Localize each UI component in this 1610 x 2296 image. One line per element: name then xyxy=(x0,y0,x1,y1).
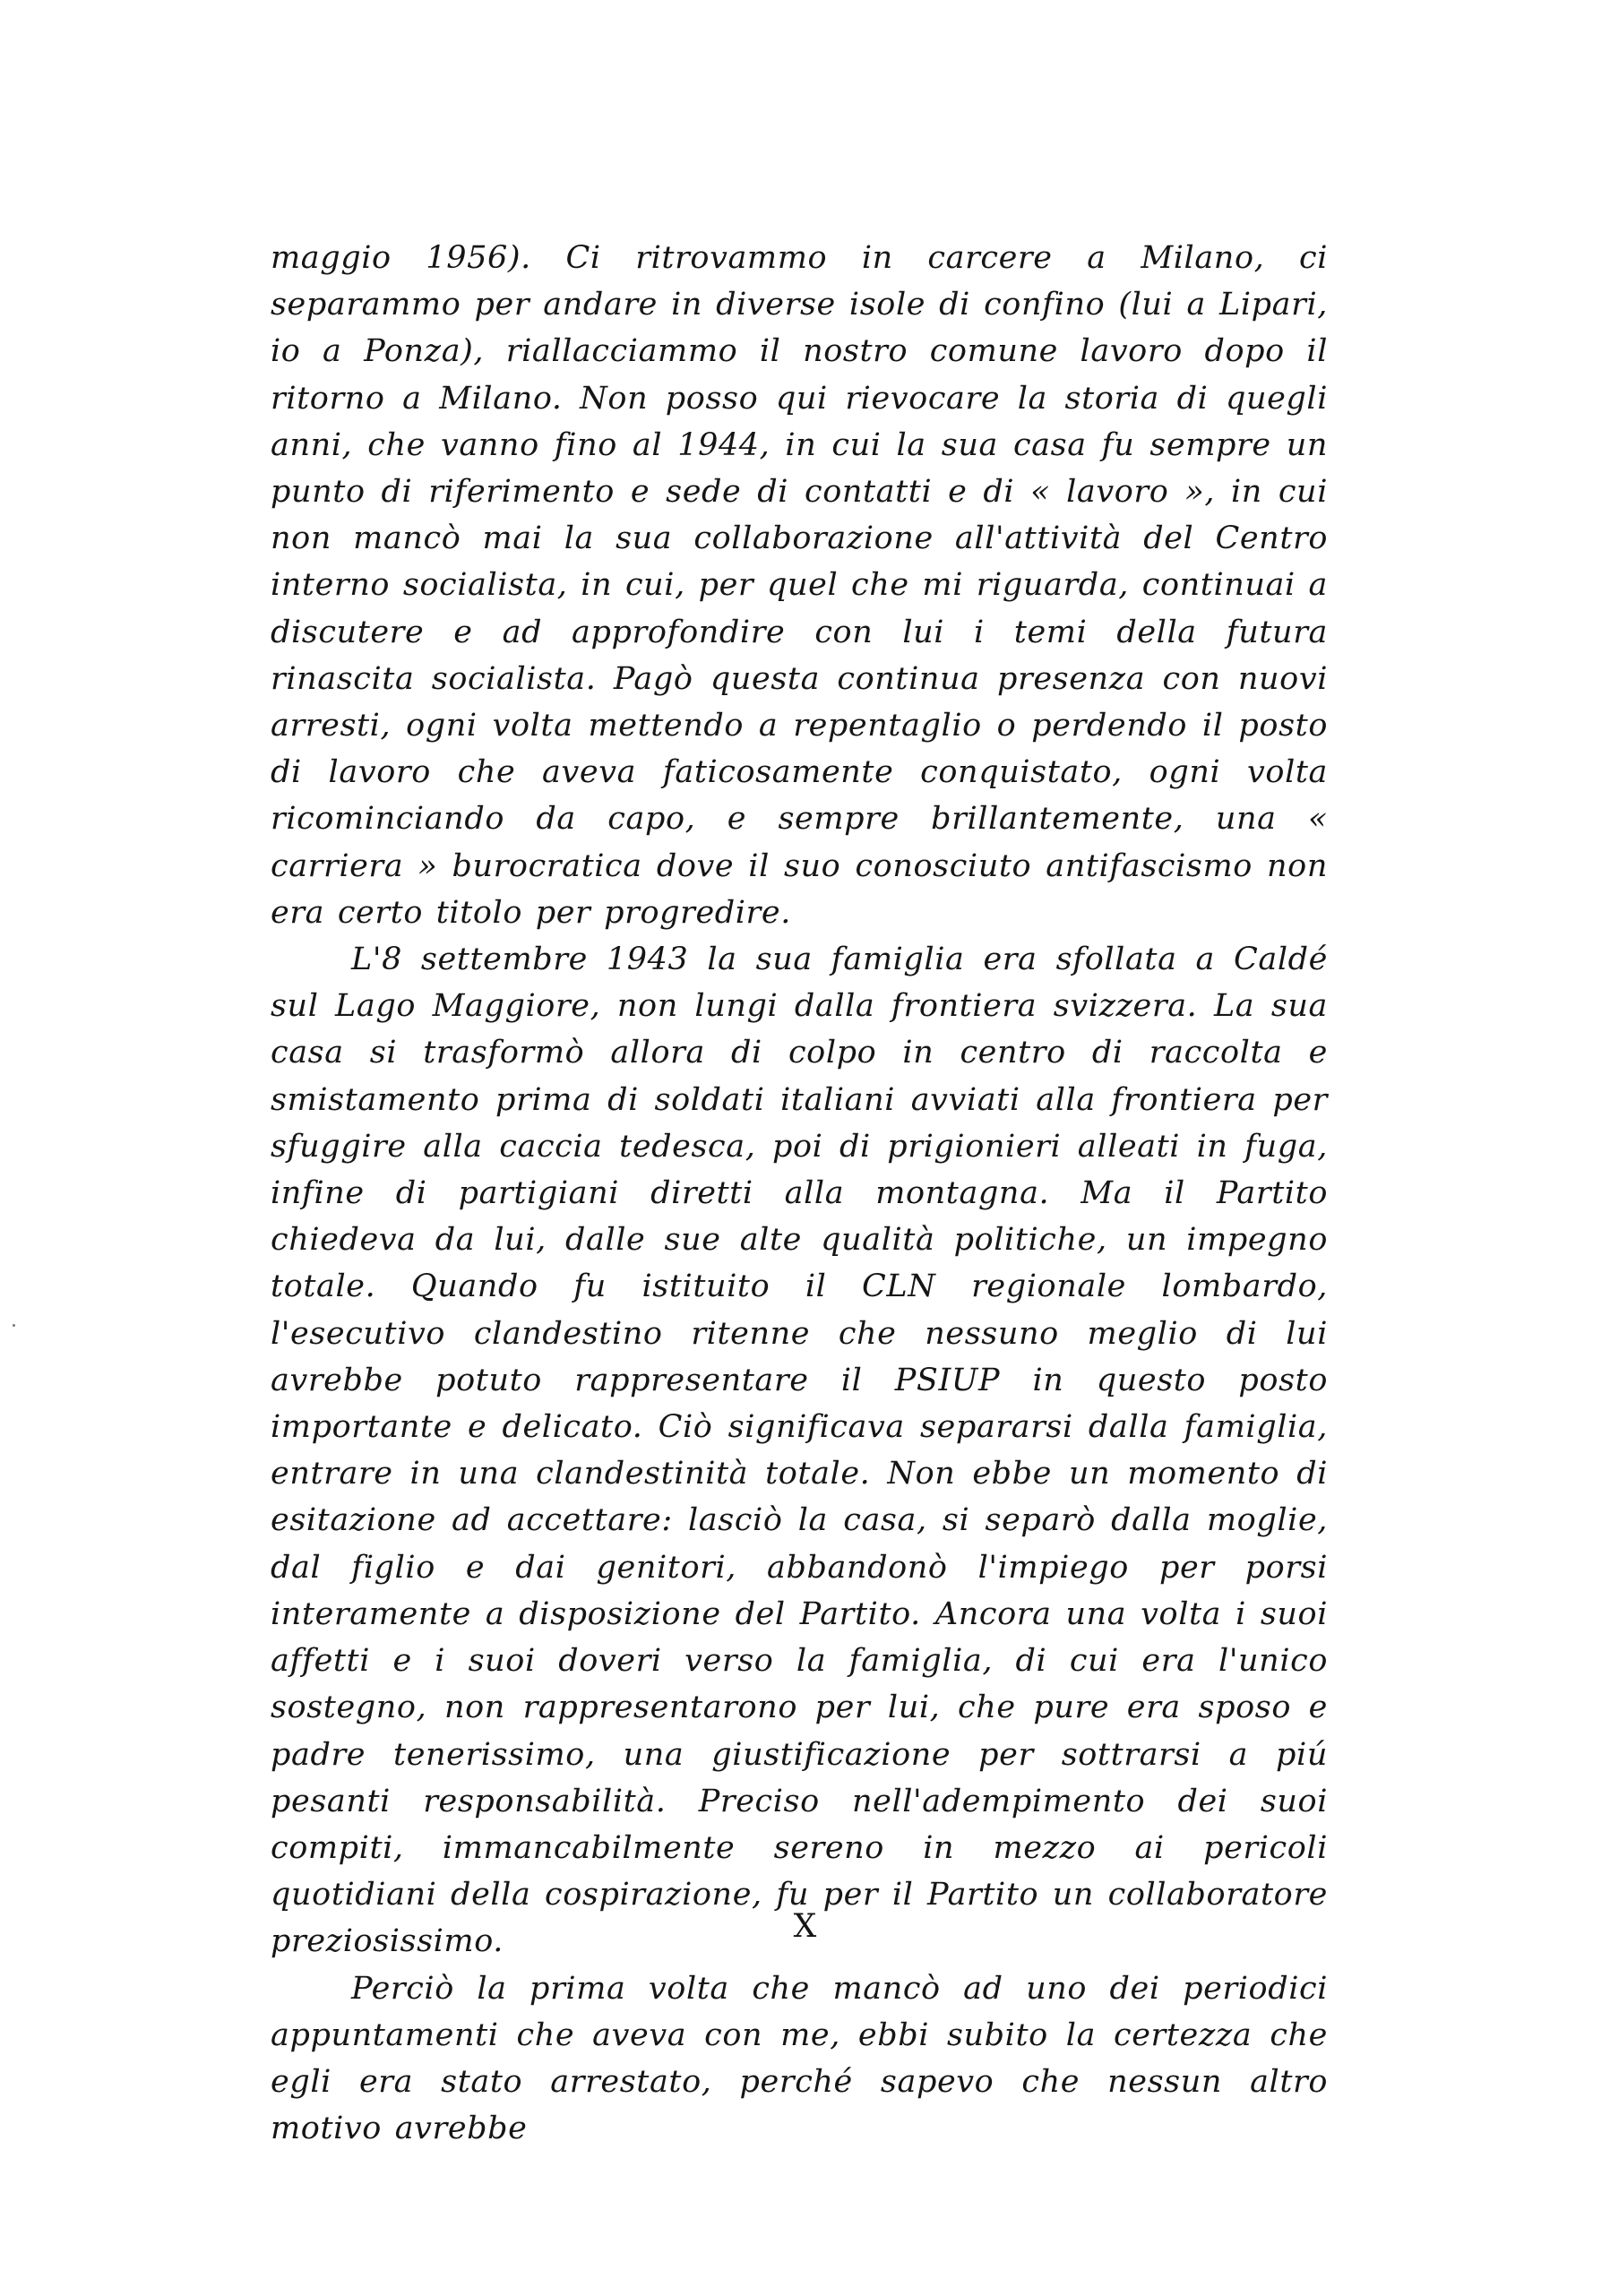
scan-speck xyxy=(13,1324,15,1327)
body-text xyxy=(271,235,1328,2152)
paragraph: L'8 settembre 1943 la sua famiglia era sfollata a Caldé sul Lago Maggiore, non lungi dalla frontiera svizzera. La sua casa si trasformò allora di colpo in centro di raccolta e smistamento prima di soldati italiani avviati alla frontiera per sfuggire alla caccia tedesca, poi di prigionieri alleati in fuga, infine di partigiani diretti alla montagna. Ma il Partito chiedeva da lui, dalle sue alte qualità politiche, un impegno totale. Quando fu istituito il CLN regionale lombardo, l'esecutivo clandestino ritenne che nessuno meglio di lui avrebbe potuto rappresentare il PSIUP in questo posto importante e delicato. Ciò significava separarsi dalla famiglia, entrare in una clandestinità totale. Non ebbe un momento di esitazione ad accettare: lasciò la casa, si separò dalla moglie, dal figlio e dai genitori, abbandonò l'impiego per porsi interamente a disposizione del Partito. Ancora una volta i suoi affetti e i suoi doveri verso la famiglia, di cui era l'unico sostegno, non rappresentarono per lui, che pure era sposo e padre tenerissimo, una giustificazione per sottrarsi a piú pesanti responsabilità. Preciso nell'adempimento dei suoi compiti, immancabilmente sereno in mezzo ai pericoli quotidiani della cospirazione, fu per il Partito un collaboratore preziosissimo. xyxy=(271,942,1328,1960)
page-number: X xyxy=(793,1908,817,1945)
paragraph: Perciò la prima volta che mancò ad uno dei periodici appuntamenti che aveva con me, ebbi subito la certezza che egli era stato arrestato, perché sapevo che nessun altro motivo avrebbe xyxy=(271,1970,1328,2147)
paragraph: maggio 1956). Ci ritrovammo in carcere a Milano, ci separammo per andare in diverse isole di confino (lui a Lipari, io a Ponza), riallacciammo il nostro comune lavoro dopo il ritorno a Milano. Non posso qui rievocare la storia di quegli anni, che vanno fino al 1944, in cui la sua casa fu sempre un punto di riferimento e sede di contatti e di « lavoro », in cui non mancò mai la sua collaborazione all'attività del Centro interno socialista, in cui, per quel che mi riguarda, continuai a discutere e ad approfondire con lui i temi della futura rinascita socialista. Pagò questa continua presenza con nuovi arresti, ogni volta mettendo a repentaglio o perdendo il posto di lavoro che aveva faticosamente conquistato, ogni volta ricominciando da capo, e sempre brillantemente, una « carriera » burocratica dove il suo conosciuto antifascismo non era certo titolo per progredire. xyxy=(271,240,1328,931)
